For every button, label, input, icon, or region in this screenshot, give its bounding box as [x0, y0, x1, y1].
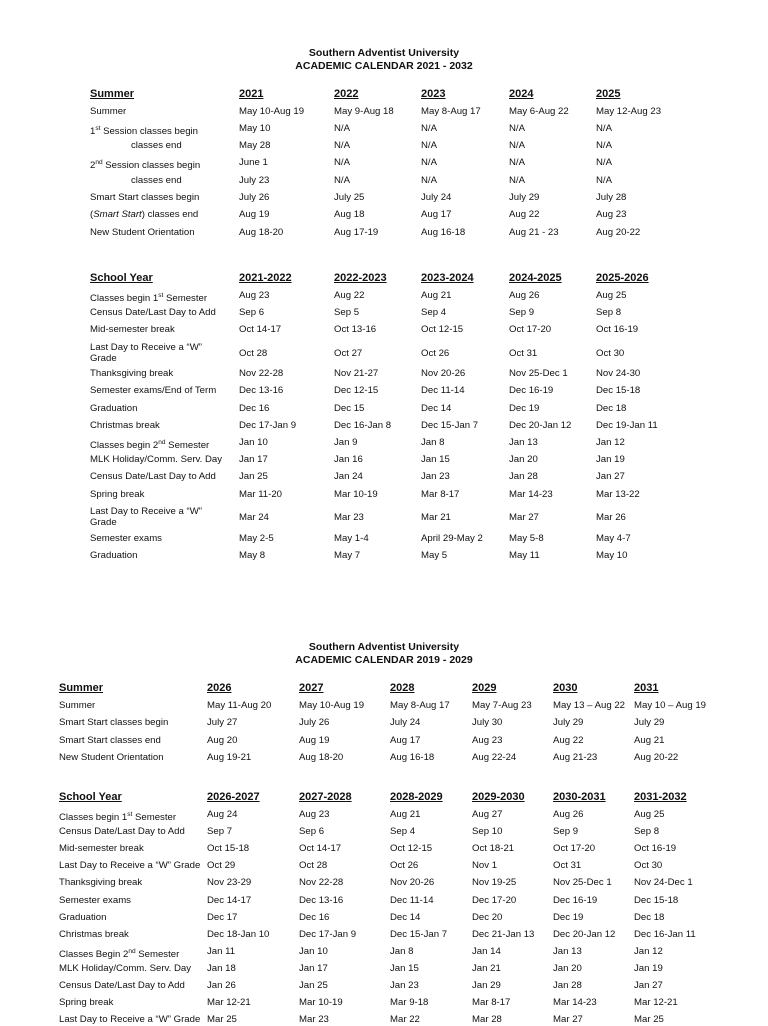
cell-value: May 9-Aug 18	[334, 105, 394, 117]
cell-value: Sep 6	[239, 307, 265, 319]
cell-value: Mar 8-17	[421, 488, 460, 500]
cell-value: Dec 14	[421, 402, 452, 414]
cell-value: Nov 25-Dec 1	[553, 877, 612, 889]
cell-value: Dec 15-Jan 7	[421, 419, 479, 431]
cell-value: June 1	[239, 157, 268, 169]
column-header: 2028	[390, 682, 415, 694]
calendar1-university: Southern Adventist University	[308, 47, 460, 59]
cell-value: Dec 18-Jan 10	[207, 928, 270, 940]
cell-value: Jan 21	[472, 962, 501, 974]
row-label: Mid-semester break	[59, 843, 144, 855]
cell-value: Aug 21	[390, 809, 421, 820]
row-label: 2nd Session classes begin	[90, 159, 201, 172]
cell-value: July 29	[553, 717, 584, 729]
cell-value: Aug 21 - 23	[509, 226, 559, 238]
cell-value: May 7-Aug 23	[472, 700, 532, 711]
cell-value: Dec 15-Jan 7	[390, 928, 448, 940]
column-header: 2029	[472, 682, 497, 694]
cell-value: Dec 20-Jan 12	[553, 928, 616, 940]
cell-value: July 24	[421, 192, 452, 203]
cell-value: Oct 31	[509, 347, 538, 359]
cell-value: Aug 23	[472, 734, 503, 746]
cell-value: Aug 20	[207, 734, 238, 746]
cell-value: Dec 20-Jan 12	[509, 419, 572, 431]
cell-value: Dec 20	[472, 911, 503, 923]
cell-value: Jan 28	[509, 471, 538, 483]
cell-value: May 2-5	[239, 532, 274, 544]
cell-value: Jan 13	[553, 945, 582, 957]
row-label: Smart Start classes begin	[90, 192, 200, 203]
cell-value: Dec 19	[553, 911, 584, 923]
cell-value: July 26	[299, 717, 330, 729]
cell-value: Nov 23-29	[207, 877, 252, 889]
row-label: Last Day to Receive a “W” Grade	[59, 1014, 201, 1026]
cell-value: May 8	[239, 549, 266, 561]
section-title: School Year	[90, 272, 153, 284]
cell-value: May 10-Aug 19	[299, 700, 365, 711]
cell-value: Nov 1	[472, 860, 498, 872]
cell-value: Dec 17	[207, 911, 238, 923]
cell-value: Dec 21-Jan 13	[472, 928, 535, 940]
cell-value: Jan 9	[334, 437, 358, 449]
row-label: Graduation	[90, 549, 138, 561]
row-label: Census Date/Last Day to Add	[59, 980, 185, 991]
cell-value: July 29	[509, 192, 540, 203]
cell-value: May 10	[239, 122, 271, 134]
cell-value: Dec 15	[334, 402, 365, 414]
cell-value: Oct 15-18	[207, 843, 250, 855]
cell-value: Aug 23	[299, 809, 330, 820]
cell-value: N/A	[334, 140, 350, 152]
row-label: Mid-semester break	[90, 324, 175, 336]
cell-value: N/A	[509, 157, 525, 169]
cell-value: N/A	[421, 174, 437, 186]
cell-value: Jan 20	[553, 962, 582, 974]
cell-value: Nov 20-26	[390, 877, 435, 889]
cell-value: Dec 14	[390, 911, 421, 923]
cell-value: Jan 29	[472, 980, 501, 991]
cell-value: Oct 17-20	[553, 843, 596, 855]
row-label: Summer	[90, 105, 127, 117]
cell-value: Aug 25	[596, 290, 627, 301]
cell-value: July 30	[472, 717, 503, 729]
cell-value: Aug 20-22	[634, 751, 679, 763]
cell-value: Aug 26	[509, 290, 540, 301]
cell-value: Jan 17	[239, 454, 268, 466]
row-label: Spring break	[90, 488, 145, 500]
cell-value: Sep 8	[596, 307, 622, 319]
cell-value: Mar 25	[634, 1014, 664, 1026]
column-header: 2025-2026	[596, 272, 649, 284]
cell-value: Aug 16-18	[421, 226, 466, 238]
cell-value: Aug 20-22	[596, 226, 641, 238]
cell-value: Jan 23	[421, 471, 450, 483]
cell-value: May 10	[596, 549, 628, 561]
row-label: classes end	[131, 140, 182, 152]
cell-value: July 25	[334, 192, 365, 203]
cell-value: May 13 – Aug 22	[553, 700, 626, 711]
cell-value: N/A	[596, 140, 612, 152]
cell-value: Mar 27	[509, 511, 539, 523]
cell-value: Sep 8	[634, 826, 660, 838]
row-label: New Student Orientation	[90, 226, 195, 238]
cell-value: Aug 21-23	[553, 751, 598, 763]
cell-value: N/A	[421, 140, 437, 152]
cell-value: Nov 25-Dec 1	[509, 368, 568, 380]
cell-value: Dec 11-14	[390, 894, 434, 906]
row-label: Classes begin 1st Semester	[90, 292, 208, 305]
cell-value: Aug 27	[472, 809, 503, 820]
cell-value: Jan 15	[421, 454, 450, 466]
cell-value: Dec 19	[509, 402, 540, 414]
cell-value: Mar 9-18	[390, 997, 429, 1009]
cell-value: Jan 13	[509, 437, 538, 449]
cell-value: N/A	[334, 122, 350, 134]
cell-value: July 28	[596, 192, 627, 203]
cell-value: Aug 18-20	[299, 751, 344, 763]
row-label: Smart Start classes begin	[59, 717, 169, 729]
calendar1-header	[0, 47, 768, 73]
cell-value: Mar 12-21	[207, 997, 251, 1009]
cell-value: Jan 25	[239, 471, 268, 483]
cell-value: April 29-May 2	[421, 532, 483, 544]
cell-value: July 26	[239, 192, 270, 203]
row-label: Census Date/Last Day to Add	[90, 307, 216, 319]
cell-value: Jan 20	[509, 454, 538, 466]
cell-value: Oct 16-19	[634, 843, 677, 855]
cell-value: N/A	[509, 140, 525, 152]
cell-value: May 8-Aug 17	[390, 700, 450, 711]
row-label: Last Day to Receive a “W” Grade	[59, 860, 201, 872]
calendar2-university: Southern Adventist University	[308, 641, 460, 653]
row-label: classes end	[131, 174, 182, 186]
row-label: Thanksgiving break	[90, 368, 174, 380]
row-label: MLK Holiday/Comm. Serv. Day	[90, 454, 223, 466]
column-header: 2023-2024	[421, 272, 474, 284]
cell-value: May 5	[421, 549, 448, 561]
cell-value: Oct 31	[553, 860, 582, 872]
cell-value: May 6-Aug 22	[509, 105, 569, 117]
column-header: 2030	[553, 682, 578, 694]
cell-value: July 24	[390, 717, 421, 729]
cell-value: Sep 10	[472, 826, 503, 838]
cell-value: Mar 10-19	[334, 488, 378, 500]
cell-value: Jan 25	[299, 980, 328, 991]
cell-value: Mar 14-23	[509, 488, 553, 500]
cell-value: Dec 19-Jan 11	[596, 419, 658, 431]
cell-value: Aug 17	[421, 209, 452, 221]
column-header: 2021-2022	[239, 272, 292, 284]
cell-value: July 23	[239, 174, 270, 186]
cell-value: Sep 5	[334, 307, 360, 319]
cell-value: Aug 19	[299, 734, 330, 746]
row-label: Census Date/Last Day to Add	[90, 471, 216, 483]
cell-value: N/A	[596, 157, 612, 169]
row-label: Graduation	[59, 911, 107, 923]
cell-value: July 29	[634, 717, 665, 729]
cell-value: Dec 12-15	[334, 385, 379, 397]
cell-value: Oct 12-15	[390, 843, 433, 855]
cell-value: Jan 19	[634, 962, 663, 974]
row-label: Christmas break	[90, 419, 160, 431]
column-header: 2022	[334, 88, 359, 100]
cell-value: N/A	[421, 157, 437, 169]
cell-value: Aug 17-19	[334, 226, 379, 238]
cell-value: Mar 14-23	[553, 997, 597, 1009]
cell-value: Aug 18	[334, 209, 365, 221]
cell-value: Dec 14-17	[207, 894, 252, 906]
row-label: Classes begin 1st Semester	[59, 811, 177, 824]
cell-value: N/A	[509, 122, 525, 134]
cell-value: Mar 13-22	[596, 488, 640, 500]
cell-value: Jan 16	[334, 454, 363, 466]
cell-value: Aug 17	[390, 734, 421, 746]
cell-value: Dec 18	[634, 911, 665, 923]
cell-value: Mar 26	[596, 511, 626, 523]
cell-value: May 8-Aug 17	[421, 105, 481, 117]
cell-value: Jan 10	[299, 945, 328, 957]
calendar2-title: ACADEMIC CALENDAR 2019 - 2029	[295, 654, 473, 666]
cell-value: Dec 15-18	[634, 894, 679, 906]
cell-value: Jan 27	[596, 471, 625, 483]
cell-value: Jan 8	[421, 437, 445, 449]
cell-value: Oct 26	[421, 347, 450, 359]
cell-value: Oct 29	[207, 860, 236, 872]
row-label: Semester exams/End of Term	[90, 385, 217, 397]
row-label: New Student Orientation	[59, 751, 164, 763]
cell-value: Aug 26	[553, 809, 584, 820]
cell-value: Jan 12	[596, 437, 625, 449]
cell-value: Mar 12-21	[634, 997, 678, 1009]
cell-value: Dec 16	[239, 402, 270, 414]
column-header: 2024	[509, 88, 534, 100]
cell-value: Jan 23	[390, 980, 419, 991]
cell-value: Aug 21	[421, 290, 452, 301]
row-label: Smart Start classes end	[59, 734, 161, 746]
cell-value: N/A	[334, 174, 350, 186]
column-header: 2023	[421, 88, 446, 100]
cell-value: N/A	[596, 174, 612, 186]
row-label: Last Day to Receive a “W” Grade	[90, 341, 202, 365]
cell-value: Sep 9	[553, 826, 579, 838]
cell-value: Dec 17-Jan 9	[239, 419, 297, 431]
cell-value: Jan 14	[472, 945, 501, 957]
row-label: 1st Session classes begin	[90, 124, 198, 137]
cell-value: Oct 13-16	[334, 324, 377, 336]
row-label: MLK Holiday/Comm. Serv. Day	[59, 962, 192, 974]
calendar1-title: ACADEMIC CALENDAR 2021 - 2032	[295, 60, 473, 72]
row-label: Semester exams	[59, 894, 131, 906]
cell-value: July 27	[207, 717, 238, 729]
cell-value: Oct 16-19	[596, 324, 639, 336]
cell-value: Mar 10-19	[299, 997, 343, 1009]
cell-value: Sep 7	[207, 826, 233, 838]
cell-value: N/A	[421, 122, 437, 134]
cell-value: May 1-4	[334, 532, 369, 544]
cell-value: Nov 22-28	[299, 877, 344, 889]
cell-value: May 10-Aug 19	[239, 105, 305, 117]
cell-value: Jan 27	[634, 980, 663, 991]
cell-value: Dec 18	[596, 402, 627, 414]
cell-value: Aug 22	[509, 209, 540, 221]
cell-value: May 10 – Aug 19	[634, 700, 707, 711]
cell-value: Mar 27	[553, 1014, 583, 1026]
cell-value: Oct 27	[334, 347, 363, 359]
row-label: Christmas break	[59, 928, 129, 940]
column-header: 2027-2028	[299, 791, 352, 803]
cell-value: Mar 23	[299, 1014, 329, 1026]
row-label: (Smart Start) classes end	[90, 209, 199, 221]
column-header: 2027	[299, 682, 324, 694]
column-header: 2029-2030	[472, 791, 525, 803]
cell-value: Mar 11-20	[239, 488, 283, 500]
cell-value: Dec 13-16	[239, 385, 284, 397]
column-header: 2026-2027	[207, 791, 260, 803]
cell-value: Oct 30	[634, 860, 663, 872]
cell-value: Aug 19	[239, 209, 270, 221]
cell-value: Dec 13-16	[299, 894, 344, 906]
column-header: 2022-2023	[334, 272, 387, 284]
cell-value: Oct 12-15	[421, 324, 464, 336]
section-title: Summer	[90, 88, 135, 100]
cell-value: Oct 30	[596, 347, 625, 359]
cell-value: Dec 17-Jan 9	[299, 928, 357, 940]
cell-value: Oct 26	[390, 860, 419, 872]
column-header: 2024-2025	[509, 272, 562, 284]
cell-value: May 11	[509, 549, 540, 561]
row-label: Spring break	[59, 997, 114, 1009]
cell-value: Nov 24-Dec 1	[634, 877, 693, 889]
row-label: Last Day to Receive a “W” Grade	[90, 505, 202, 529]
cell-value: Sep 6	[299, 826, 325, 838]
section-title: School Year	[59, 791, 122, 803]
column-header: 2031-2032	[634, 791, 687, 803]
row-label: Thanksgiving break	[59, 877, 143, 889]
row-label: Census Date/Last Day to Add	[59, 826, 185, 838]
cell-value: Nov 22-28	[239, 368, 284, 380]
cell-value: Dec 16-19	[553, 894, 598, 906]
cell-value: Dec 16-Jan 8	[334, 419, 392, 431]
cell-value: Mar 28	[472, 1014, 502, 1026]
column-header: 2025	[596, 88, 621, 100]
cell-value: Dec 15-18	[596, 385, 641, 397]
cell-value: Mar 23	[334, 511, 364, 523]
cell-value: Nov 20-26	[421, 368, 466, 380]
cell-value: May 12-Aug 23	[596, 105, 662, 117]
row-label: Summer	[59, 700, 96, 711]
cell-value: Dec 11-14	[421, 385, 465, 397]
cell-value: Oct 18-21	[472, 843, 515, 855]
column-header: 2026	[207, 682, 232, 694]
cell-value: N/A	[596, 122, 612, 134]
cell-value: Dec 16	[299, 911, 330, 923]
cell-value: Jan 18	[207, 962, 236, 974]
cell-value: May 11-Aug 20	[207, 700, 272, 711]
cell-value: Jan 24	[334, 471, 363, 483]
cell-value: May 5-8	[509, 532, 544, 544]
cell-value: Oct 28	[299, 860, 328, 872]
column-header: 2031	[634, 682, 659, 694]
cell-value: Aug 19-21	[207, 751, 252, 763]
cell-value: Oct 14-17	[299, 843, 342, 855]
row-label: Semester exams	[90, 532, 162, 544]
cell-value: Nov 24-30	[596, 368, 641, 380]
cell-value: Oct 17-20	[509, 324, 552, 336]
cell-value: Nov 21-27	[334, 368, 379, 380]
cell-value: Mar 22	[390, 1014, 420, 1026]
cell-value: Mar 21	[421, 511, 451, 523]
cell-value: Oct 28	[239, 347, 268, 359]
cell-value: Aug 18-20	[239, 226, 284, 238]
cell-value: Jan 19	[596, 454, 625, 466]
column-header: 2028-2029	[390, 791, 443, 803]
cell-value: Dec 16-Jan 11	[634, 928, 696, 940]
cell-value: Dec 16-19	[509, 385, 554, 397]
cell-value: Mar 25	[207, 1014, 237, 1026]
cell-value: Jan 10	[239, 437, 268, 449]
cell-value: Aug 16-18	[390, 751, 435, 763]
section-title: Summer	[59, 682, 104, 694]
cell-value: Jan 26	[207, 980, 236, 991]
cell-value: Mar 8-17	[472, 997, 511, 1009]
cell-value: N/A	[509, 174, 525, 186]
cell-value: N/A	[334, 157, 350, 169]
cell-value: May 4-7	[596, 532, 631, 544]
cell-value: Dec 17-20	[472, 894, 517, 906]
row-label: Graduation	[90, 402, 138, 414]
column-header: 2030-2031	[553, 791, 606, 803]
cell-value: Aug 21	[634, 734, 665, 746]
cell-value: Aug 24	[207, 809, 238, 820]
cell-value: Sep 4	[421, 307, 447, 319]
cell-value: Sep 4	[390, 826, 416, 838]
row-label: Classes begin 2nd Semester	[90, 439, 210, 452]
cell-value: Aug 25	[634, 809, 665, 820]
cell-value: Jan 15	[390, 962, 419, 974]
cell-value: Aug 23	[239, 290, 270, 301]
cell-value: Aug 23	[596, 209, 627, 221]
cell-value: Aug 22	[334, 290, 365, 301]
cell-value: Sep 9	[509, 307, 535, 319]
cell-value: Jan 11	[207, 945, 236, 957]
cell-value: Jan 28	[553, 980, 582, 991]
row-label: Classes Begin 2nd Semester	[59, 947, 180, 960]
cell-value: May 7	[334, 549, 361, 561]
cell-value: Aug 22	[553, 734, 584, 746]
cell-value: Aug 22-24	[472, 751, 517, 763]
column-header: 2021	[239, 88, 264, 100]
cell-value: Mar 24	[239, 511, 269, 523]
cell-value: Jan 12	[634, 945, 663, 957]
cell-value: Oct 14-17	[239, 324, 282, 336]
cell-value: Jan 17	[299, 962, 328, 974]
calendar2-header	[0, 641, 768, 667]
cell-value: May 28	[239, 140, 271, 152]
cell-value: Nov 19-25	[472, 877, 517, 889]
cell-value: Jan 8	[390, 945, 414, 957]
